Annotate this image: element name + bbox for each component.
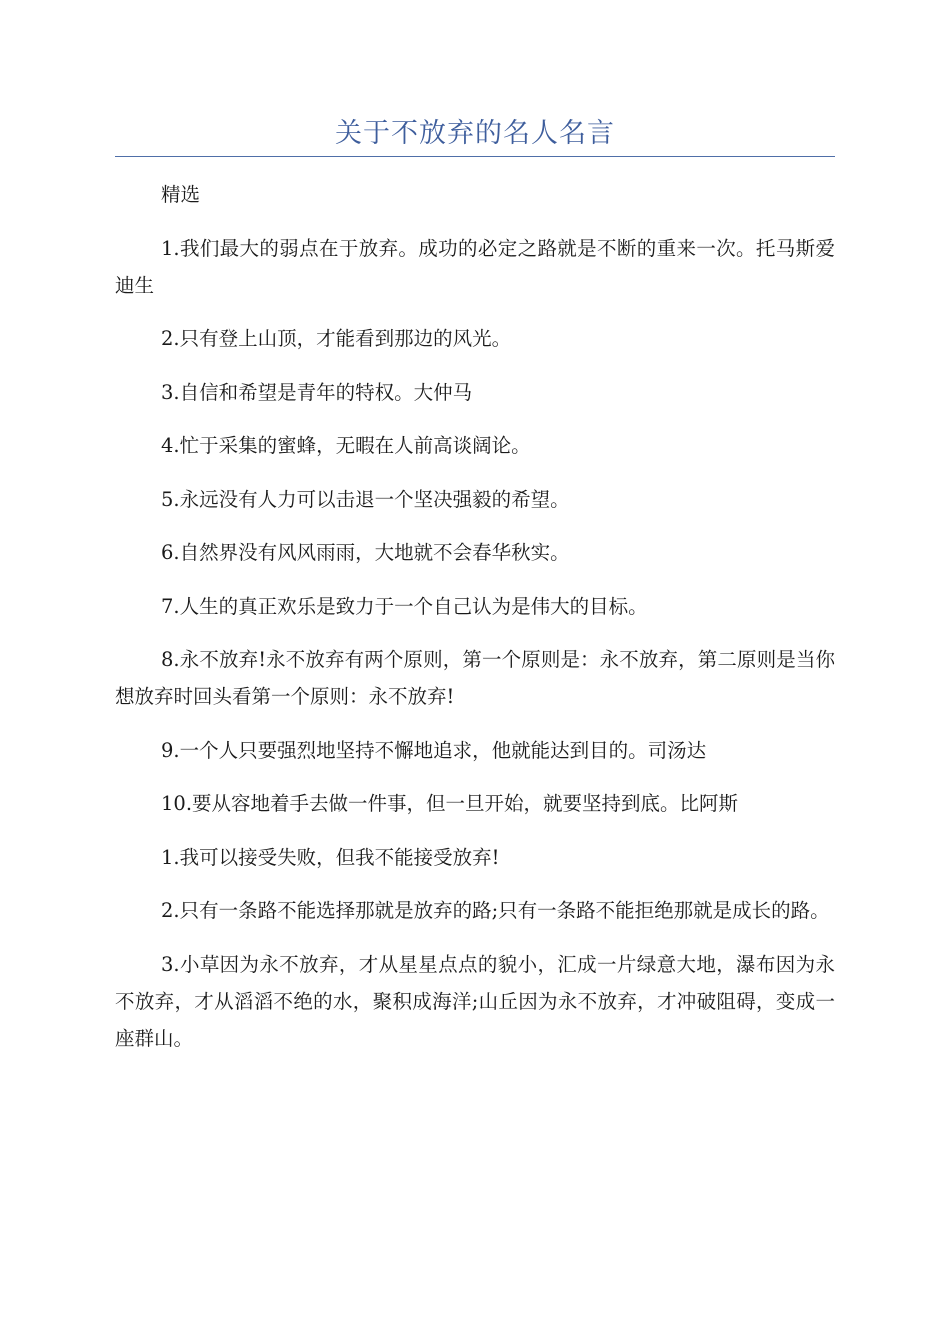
quote-paragraph: 10.要从容地着手去做一件事，但一旦开始，就要坚持到底。比阿斯 bbox=[161, 792, 739, 815]
quote-paragraph: 7.人生的真正欢乐是致力于一个自己认为是伟大的目标。 bbox=[161, 594, 648, 618]
document-body bbox=[115, 176, 835, 1073]
title-header bbox=[115, 112, 835, 157]
quote-paragraph: 3.小草因为永不放弃，才从星星点点的貌小，汇成一片绿意大地，瀑布因为永不放弃，才从滔滔不绝的水，聚积成海洋;山丘因为永不放弃，才冲破阻碍，变成一座群山。 bbox=[115, 952, 835, 1050]
quote-paragraph: 1.我们最大的弱点在于放弃。成功的必定之路就是不断的重来一次。托马斯爱迪生 bbox=[115, 236, 835, 297]
section-label: 精选 bbox=[161, 183, 201, 206]
document-title: 关于不放弃的名人名言 bbox=[335, 118, 615, 149]
quote-paragraph: 4.忙于采集的蜜蜂，无暇在人前高谈阔论。 bbox=[161, 434, 531, 457]
quote-paragraph: 2.只有登上山顶，才能看到那边的风光。 bbox=[161, 327, 512, 350]
quote-paragraph: 2.只有一条路不能选择那就是放弃的路;只有一条路不能拒绝那就是成长的路。 bbox=[161, 899, 830, 922]
quote-paragraph: 6.自然界没有风风雨雨，大地就不会春华秋实。 bbox=[161, 541, 570, 564]
quote-paragraph: 3.自信和希望是青年的特权。大仲马 bbox=[161, 380, 473, 404]
quote-paragraph: 1.我可以接受失败，但我不能接受放弃! bbox=[161, 845, 500, 869]
quote-paragraph: 8.永不放弃!永不放弃有两个原则，第一个原则是：永不放弃，第二原则是当你想放弃时回头看第一个原则：永不放弃! bbox=[115, 648, 835, 708]
quote-paragraph: 5.永远没有人力可以击退一个坚决强毅的希望。 bbox=[161, 487, 570, 511]
quote-paragraph: 9.一个人只要强烈地坚持不懈地追求，他就能达到目的。司汤达 bbox=[161, 738, 707, 762]
